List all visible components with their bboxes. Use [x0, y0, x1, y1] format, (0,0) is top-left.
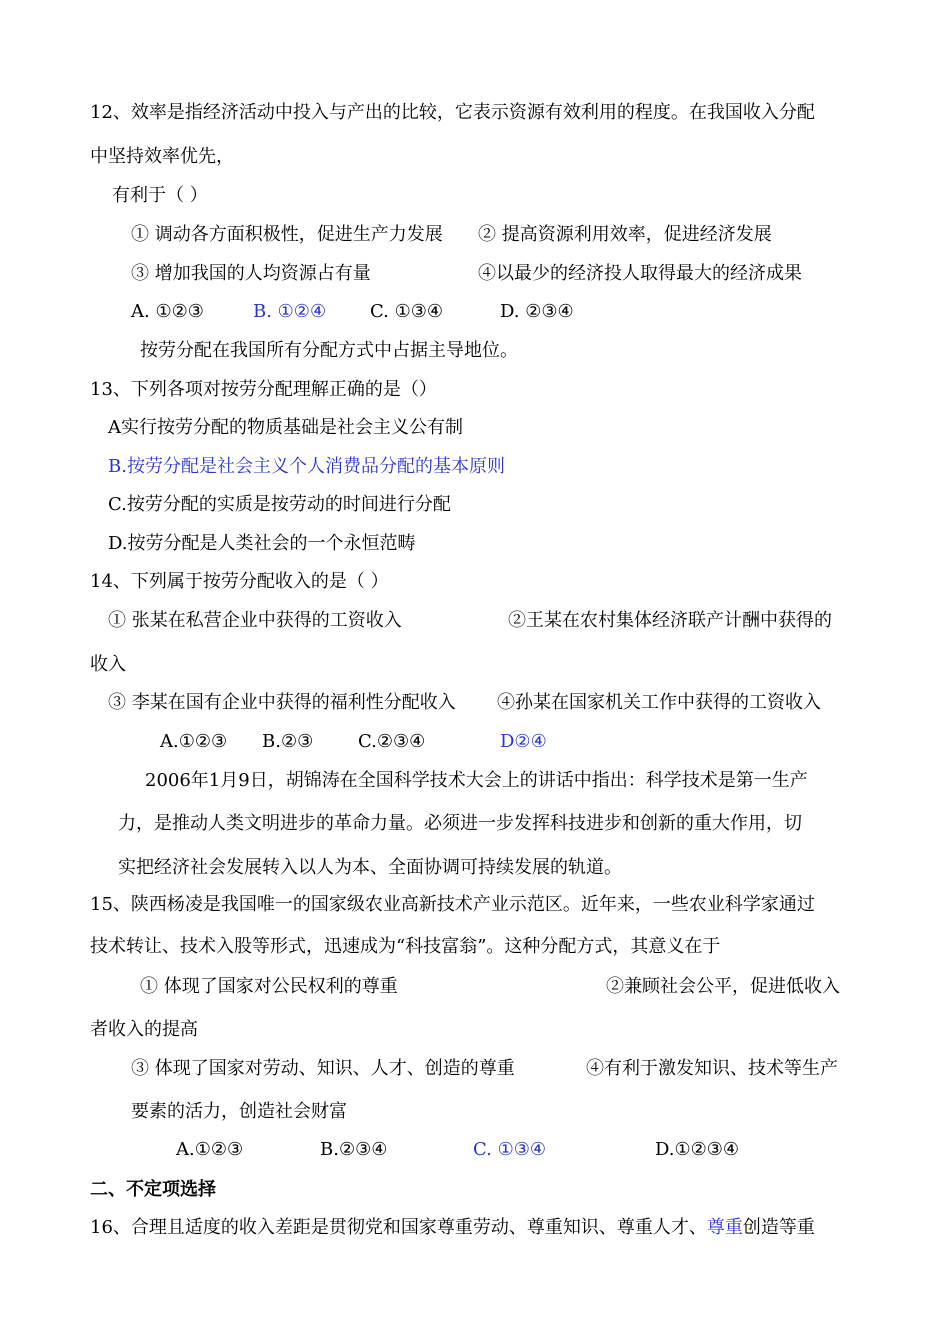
q14-option-1: ① 张某在私营企业中获得的工资收入	[108, 610, 402, 631]
q12-choice-a: A. ①②③	[131, 301, 204, 322]
q15-option-2: ②兼顾社会公平，促进低收入	[606, 976, 840, 997]
q14-choice-a: A.①②③	[160, 731, 228, 752]
q15-stem-line2: 技术转让、技术入股等形式，迅速成为“科技富翁”。这种分配方式，其意义在于	[90, 936, 721, 957]
q13-option-d: D.按劳分配是人类社会的一个永恒范畴	[108, 533, 416, 554]
q16-stem-pre: 16、合理且适度的收入差距是贯彻党和国家尊重劳动、尊重知识、尊重人才、	[90, 1217, 707, 1238]
q15-option-4: ④有利于激发知识、技术等生产	[586, 1058, 838, 1079]
q12-choice-c: C. ①③④	[370, 301, 443, 322]
q14-option-3: ③ 李某在国有企业中获得的福利性分配收入	[108, 692, 456, 713]
q15-option-1: ① 体现了国家对公民权利的尊重	[140, 976, 398, 997]
q14-choice-c: C.②③④	[358, 731, 426, 752]
q14-option-2-cont: 收入	[90, 654, 126, 675]
q15-choice-c: C. ①③④	[473, 1139, 546, 1160]
q15-choice-a: A.①②③	[176, 1139, 244, 1160]
q15-choice-b: B.②③④	[320, 1139, 388, 1160]
q13-option-b: B.按劳分配是社会主义个人消费品分配的基本原则	[108, 456, 505, 477]
q12-stem-line2: 中坚持效率优先，	[90, 146, 234, 167]
q15-option-2-cont: 者收入的提高	[90, 1019, 198, 1040]
q12-choice-b: B. ①②④	[253, 301, 327, 322]
q13-option-c: C.按劳分配的实质是按劳动的时间进行分配	[108, 494, 451, 515]
passage-line-3: 实把经济社会发展转入以人为本、全面协调可持续发展的轨道。	[118, 857, 622, 878]
q16-stem-post: 创造等重	[742, 1217, 815, 1238]
q15-stem-line1: 15、陕西杨凌是我国唯一的国家级农业高新技术产业示范区。近年来，一些农业科学家通过	[90, 894, 815, 915]
q16-stem	[90, 1216, 815, 1240]
q12-stem-line3: 有利于（ ）	[112, 185, 208, 206]
q16-stem-highlight: 尊重	[706, 1217, 743, 1238]
q14-choice-d: D②④	[500, 731, 547, 752]
q14-option-4: ④孙某在国家机关工作中获得的工资收入	[497, 692, 821, 713]
q12-option-2: ② 提高资源利用效率，促进经济发展	[478, 224, 772, 245]
q12-option-3: ③ 增加我国的人均资源占有量	[131, 263, 371, 284]
q12-option-1: ① 调动各方面积极性，促进生产力发展	[131, 224, 443, 245]
q14-option-2: ②王某在农村集体经济联产计酬中获得的	[508, 610, 832, 631]
q15-choice-d: D.①②③④	[655, 1139, 740, 1160]
q13-stem: 13、下列各项对按劳分配理解正确的是（）	[90, 379, 437, 400]
q12-option-4: ④以最少的经济投人取得最大的经济成果	[478, 263, 802, 284]
q12-choice-d: D. ②③④	[500, 301, 574, 322]
q13-option-a: A实行按劳分配的物质基础是社会主义公有制	[108, 417, 463, 438]
q14-stem: 14、下列属于按劳分配收入的是（ ）	[90, 571, 389, 592]
passage-line-2: 力，是推动人类文明进步的革命力量。必须进一步发挥科技进步和创新的重大作用，切	[118, 813, 802, 834]
note-labor-distribution: 按劳分配在我国所有分配方式中占据主导地位。	[140, 340, 518, 361]
q15-option-4-cont: 要素的活力，创造社会财富	[131, 1101, 347, 1122]
q12-stem-line1: 12、效率是指经济活动中投入与产出的比较，它表示资源有效利用的程度。在我国收入分配	[90, 102, 815, 123]
passage-line-1: 2006年1月9日，胡锦涛在全国科学技术大会上的讲话中指出：科学技术是第一生产	[145, 770, 808, 791]
section-title: 二、不定项选择	[90, 1179, 216, 1200]
q14-choice-b: B.②③	[262, 731, 314, 752]
q15-option-3: ③ 体现了国家对劳动、知识、人才、创造的尊重	[131, 1058, 515, 1079]
